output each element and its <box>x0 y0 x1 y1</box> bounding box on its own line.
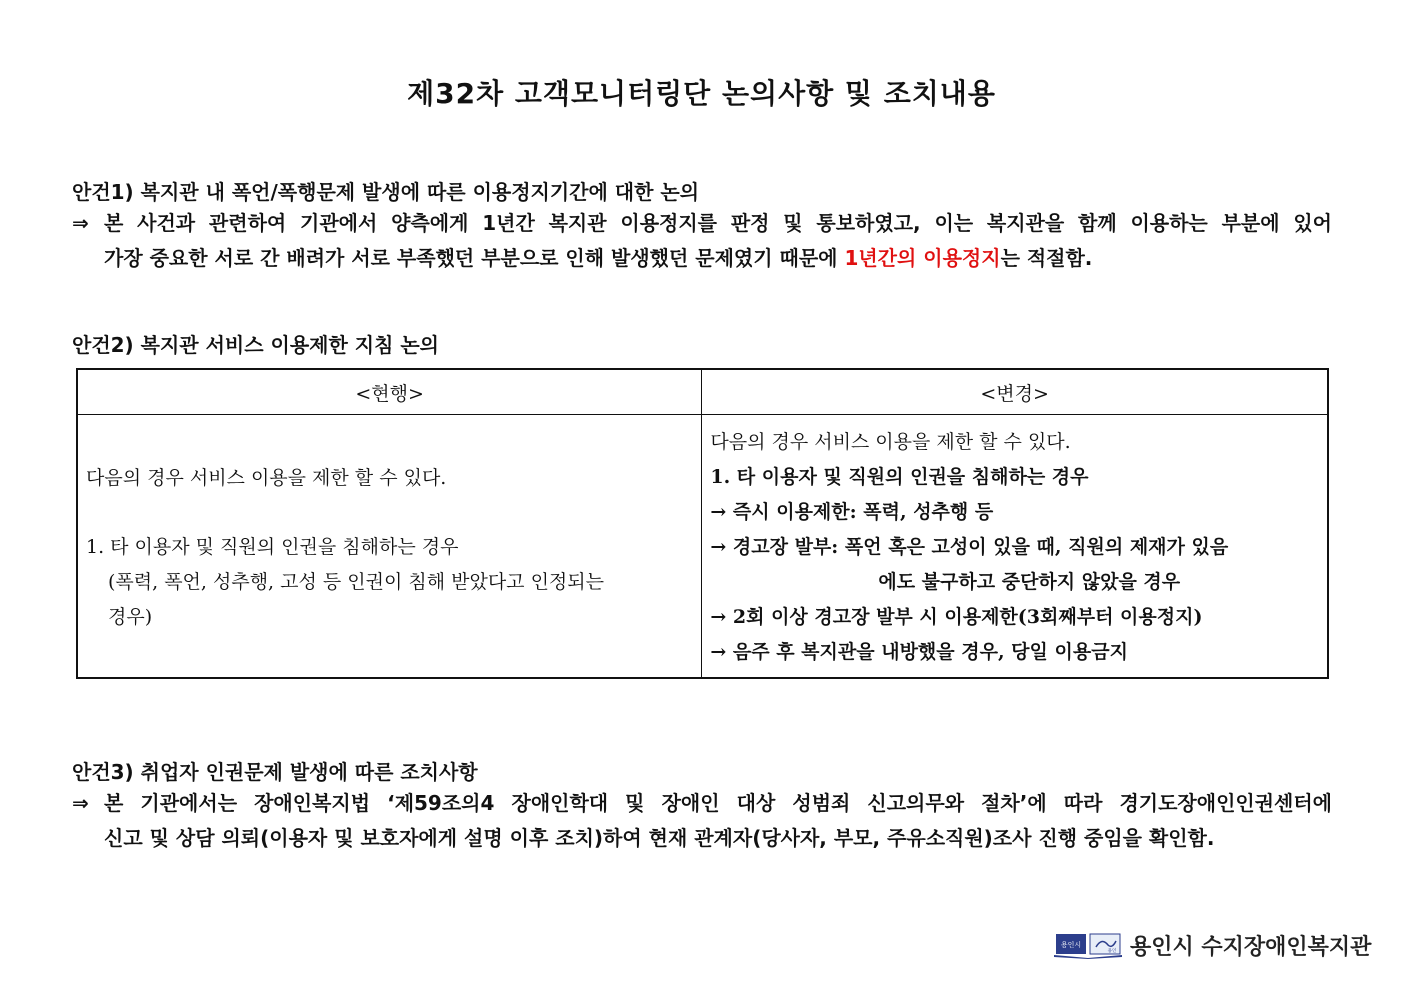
double-arrow-icon: ⇒ <box>72 791 89 815</box>
item3-body <box>72 786 1332 856</box>
item1-line2-pre: 가장 중요한 서로 간 배려가 서로 부족했던 부분으로 인해 발생했던 문제였기 때문에 <box>104 246 845 270</box>
changed-rule-alcohol: → 음주 후 복지관을 내방했을 경우, 당일 이용금지 <box>710 641 1128 663</box>
double-arrow-icon: ⇒ <box>72 211 89 235</box>
current-point1-detail: (폭력, 폭언, 성추행, 고성 등 인권이 침해 받았다고 인정되는 <box>108 571 604 593</box>
item1-line1 <box>72 206 1332 241</box>
current-point1-detail-cont: 경우) <box>108 606 153 628</box>
column-header-changed: <변경> <box>702 369 1328 415</box>
item1-line2 <box>72 241 1332 276</box>
item1-line1-text: 본 사건과 관련하여 기관에서 양측에게 1년간 복지관 이용정지를 판정 및 통보하였고, 이는 복지관을 함께 이용하는 부분에 있어 <box>104 211 1332 235</box>
changed-rule-repeat: → 2회 이상 경고장 발부 시 이용제한(3회째부터 이용정지) <box>710 606 1203 628</box>
changed-point1: 1. 타 이용자 및 직원의 인권을 침해하는 경우 <box>710 466 1089 488</box>
policy-comparison-table <box>76 368 1329 679</box>
document-title: 제32차 고객모니터링단 논의사항 및 조치내용 <box>407 77 996 110</box>
organization-name: 용인시 수지장애인복지관 <box>1130 934 1372 960</box>
book-logo-icon <box>1052 931 1124 959</box>
current-policy-cell <box>77 415 702 679</box>
current-point1: 1. 타 이용자 및 직원의 인권을 침해하는 경우 <box>86 536 459 558</box>
current-intro: 다음의 경우 서비스 이용을 제한 할 수 있다. <box>86 467 447 489</box>
table-row <box>77 415 1328 679</box>
changed-rule-warning-cont: 에도 불구하고 중단하지 않았을 경우 <box>878 571 1181 593</box>
item1-highlight: 1년간의 이용정지 <box>844 246 1001 270</box>
changed-policy-cell <box>702 415 1328 679</box>
logo-badge-text: 용인시 <box>1060 941 1082 949</box>
changed-rule-warning: → 경고장 발부: 폭언 혹은 고성이 있을 때, 직원의 제재가 있음 <box>710 536 1229 558</box>
item3-heading: 안건3) 취업자 인권문제 발생에 따른 조치사항 <box>72 760 478 784</box>
table-header-row <box>77 369 1328 415</box>
item1-heading: 안건1) 복지관 내 폭언/폭행문제 발생에 따른 이용정지기간에 대한 논의 <box>72 180 700 204</box>
item3-line1-text: 본 기관에서는 장애인복지법 ‘제59조의4 장애인학대 및 장애인 대상 성범죄 신고의무와 절차’에 따라 경기도장애인인권센터에 <box>104 791 1332 815</box>
item2-heading: 안건2) 복지관 서비스 이용제한 지침 논의 <box>72 333 439 357</box>
item3-line2-text: 신고 및 상담 의뢰(이용자 및 보호자에게 설명 이후 조치)하여 현재 관계자(당사자, 부모, 주유소직원)조사 진행 중임을 확인함. <box>104 826 1215 850</box>
item1-line2-post: 는 적절함. <box>1000 246 1093 270</box>
item1-body <box>72 206 1332 276</box>
changed-rule-immediate: → 즉시 이용제한: 폭력, 성추행 등 <box>710 501 994 523</box>
logo-small-text: 용인 <box>1107 949 1117 954</box>
column-header-current: <현행> <box>77 369 702 415</box>
item3-line2 <box>72 821 1332 856</box>
changed-intro: 다음의 경우 서비스 이용을 제한 할 수 있다. <box>710 431 1071 453</box>
organization-logo <box>1052 930 1371 960</box>
item3-line1 <box>72 786 1332 821</box>
